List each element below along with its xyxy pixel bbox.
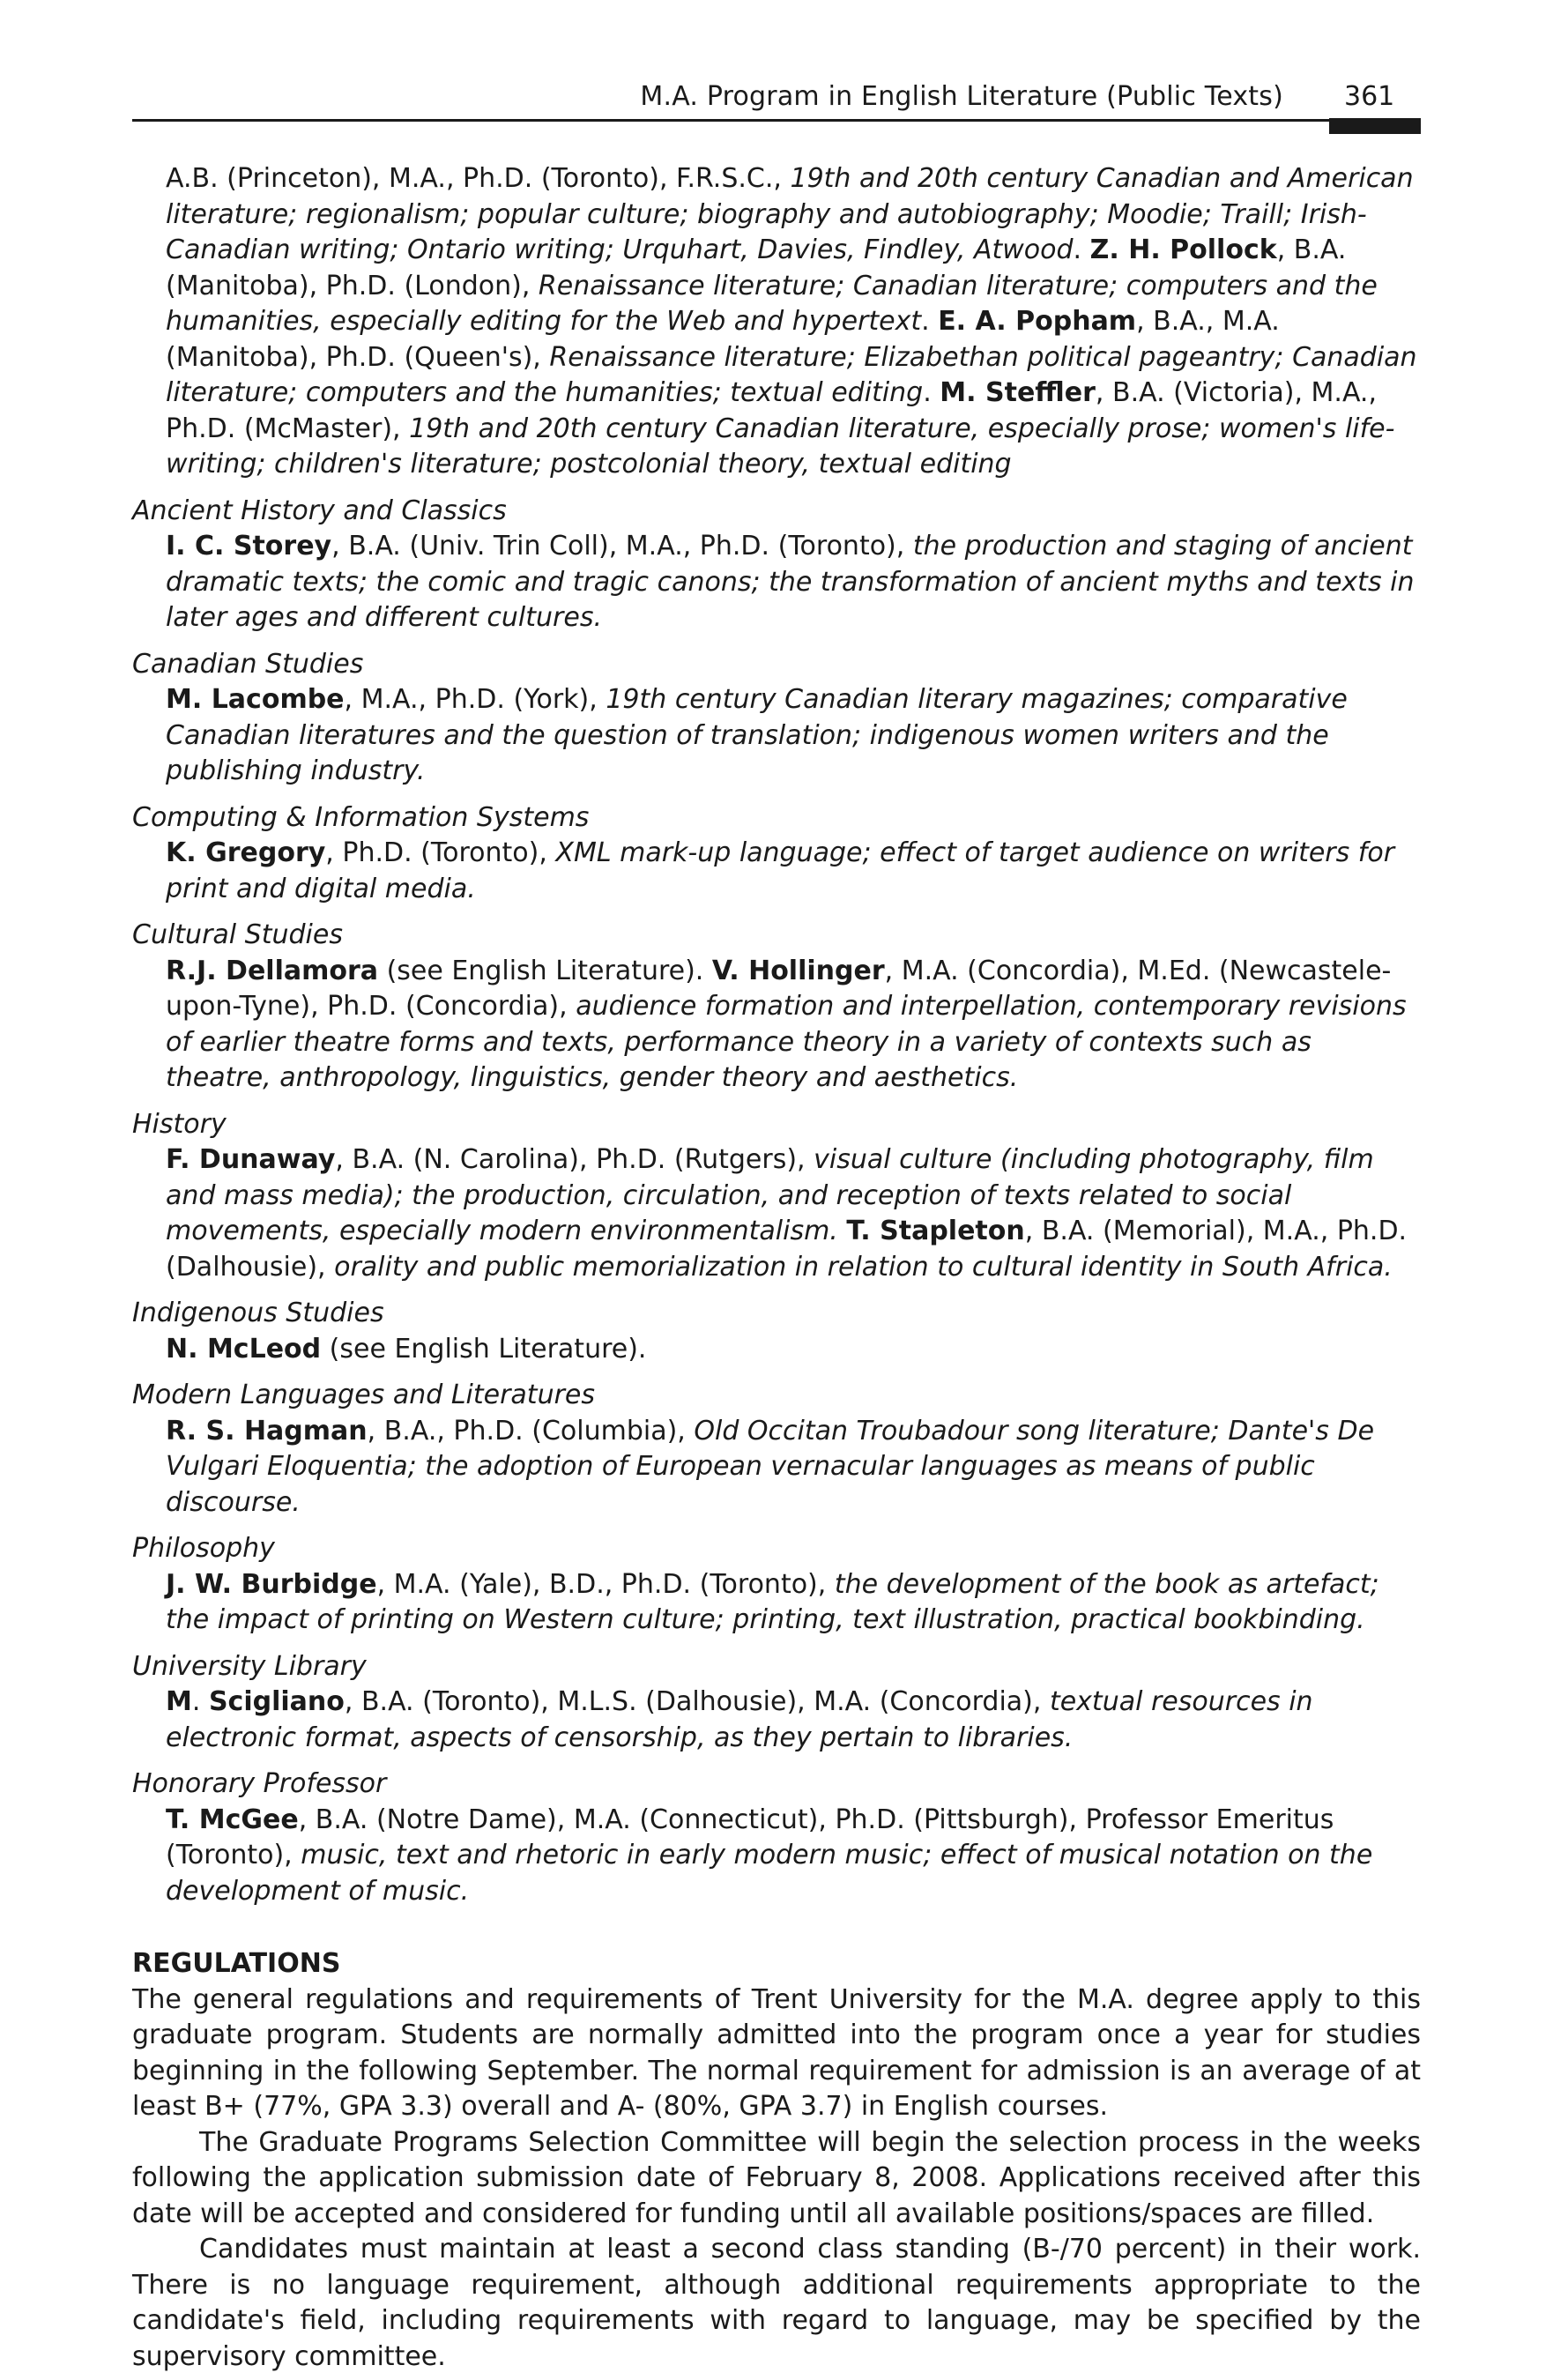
degrees-text: , B.A., Ph.D. (Columbia), [367,1415,695,1447]
section-heading-indigenous-studies: Indigenous Studies [132,1298,384,1328]
degrees-text: , M.A. (Concordia), M.Ed. (Newcastele-upon-Tyne), Ph.D. (Concordia), [166,955,1392,1022]
faculty-name: R.J. Dellamora [166,955,379,986]
research-interests: 19th and 20th century Canadian literature, especially prose; women's life-writing; children's literature; postcolonial theory, textual editing [166,413,1395,480]
faculty-continuation [132,161,1421,483]
faculty-name: J. W. Burbidge [166,1568,377,1600]
degrees-text: , Ph.D. (Toronto), [325,837,556,868]
degrees-text: , B.A. (N. Carolina), Ph.D. (Rutgers), [335,1144,814,1175]
degrees-text: , B.A., M.A. (Manitoba), Ph.D. (Queen's), [166,306,1280,373]
faculty-name: Z. H. Pollock [1089,234,1277,265]
research-interests: audience formation and interpellation, contemporary revisions of earlier theatre forms and texts, performance theory in a variety of contexts such as theatre, anthropology, linguistics, gender theory and aesthetics. [166,991,1407,1093]
degrees-text: , B.A. (Univ. Trin Coll), M.A., Ph.D. (Toronto), [331,531,913,562]
page-number: 361 [1344,81,1395,112]
separator-text: . [1073,234,1090,265]
faculty-entry-burbidge [132,1567,1421,1639]
header-block-marker [1329,118,1421,134]
research-interests: XML mark-up language; effect of target audience on writers for print and digital media. [166,837,1395,904]
research-interests: Renaissance literature; Canadian literature; computers and the humanities, especially editing for the Web and hypertext [166,270,1378,337]
faculty-entry-mcgee [132,1803,1421,1910]
faculty-name: Scigliano [208,1686,345,1717]
faculty-name: M. Lacombe [166,684,345,715]
section-heading-cultural-studies: Cultural Studies [132,919,343,950]
separator-text: . [921,306,939,337]
degrees-text: , B.A. (Toronto), M.L.S. (Dalhousie), M.A. (Concordia), [344,1686,1050,1717]
research-interests: Renaissance literature; Elizabethan political pageantry; Canadian literature; computers and the humanities; textual editing [166,341,1417,408]
research-interests: visual culture (including photography, film and mass media); the production, circulation, and reception of texts related to social movements, especially modern environmentalism. [166,1144,1374,1246]
faculty-name: F. Dunaway [166,1144,336,1175]
regulations-paragraph: The general regulations and requirements of Trent University for the M.A. degree apply to this graduate program. Students are normally admitted into the program once a year for studies beginning in the following September. The normal requirement for admission is an average of at least B+ (77%, GPA 3.3) overall and A- (80%, GPA 3.7) in English courses. [132,1983,1421,2122]
degrees-text: , M.A., Ph.D. (York), [344,684,606,715]
degrees-text: , B.A. (Victoria), M.A., Ph.D. (McMaster), [166,377,1378,444]
research-interests: the production and staging of ancient dramatic texts; the comic and tragic canons; the transformation of ancient myths and texts in later ages and different cultures. [166,531,1415,633]
faculty-name: T. Stapleton [846,1216,1025,1246]
running-header-title: M.A. Program in English Literature (Public Texts) [640,81,1283,112]
faculty-name: R. S. Hagman [166,1415,368,1447]
faculty-entry-gregory [132,836,1421,907]
faculty-entry-hagman [132,1414,1421,1521]
page-body [132,161,1421,2375]
degrees-text: A.B. (Princeton), M.A., Ph.D. (Toronto), F.R.S.C., [166,163,791,194]
header-rule [132,119,1421,122]
regulations-paragraph: Candidates must maintain at least a second class standing (B-/70 percent) in their work. There is no language requirement, although additional requirements appropriate to the candidate's field, including requirements with regard to language, may be specified by the supervisory committee. [132,2234,1421,2372]
regulations-paragraph: The Graduate Programs Selection Committee will begin the selection process in the weeks following the application submission date of February 8, 2008. Applications received after this date will be accepted and considered for funding until all available positions/spaces are filled. [132,2126,1421,2229]
faculty-entry-lacombe [132,682,1421,790]
section-heading-canadian-studies: Canadian Studies [132,648,364,680]
faculty-name: E. A. Popham [938,306,1137,337]
section-heading-history: History [132,1108,227,1140]
faculty-name: T. McGee [166,1804,299,1835]
section-heading-computing: Computing & Information Systems [132,801,590,833]
faculty-name: M. Steffler [940,377,1096,408]
degrees-text: (see English Literature). [321,1333,647,1365]
faculty-name: V. Hollinger [711,955,885,986]
faculty-name: K. Gregory [166,837,326,868]
research-interests: Old Occitan Troubadour song literature; Dante's De Vulgari Eloquentia; the adoption of European vernacular languages as means of public discourse. [166,1415,1375,1518]
research-interests: music, text and rhetoric in early modern music; effect of musical notation on the development of music. [166,1840,1373,1907]
faculty-name: I. C. Storey [166,531,332,562]
section-heading-university-library: University Library [132,1650,367,1682]
section-heading-ancient-history: Ancient History and Classics [132,495,507,526]
degrees-text: , B.A. (Manitoba), Ph.D. (London), [166,234,1347,301]
research-interests: 19th century Canadian literary magazines; comparative Canadian literatures and the question of translation; indigenous women writers and the publishing industry. [166,684,1348,786]
faculty-name: M [166,1686,192,1717]
separator-text: . [923,377,940,408]
section-heading-philosophy: Philosophy [132,1533,275,1564]
separator-text: . [191,1686,209,1717]
research-interests: textual resources in electronic format, aspects of censorship, as they pertain to libraries. [166,1686,1313,1753]
degrees-text: , B.A. (Notre Dame), M.A. (Connecticut), Ph.D. (Pittsburgh), Professor Emeritus (Toronto), [166,1804,1334,1871]
faculty-entry-scigliano [132,1685,1421,1756]
faculty-entry-dunaway [132,1142,1421,1285]
degrees-text: , B.A. (Memorial), M.A., Ph.D. (Dalhousie), [166,1216,1408,1283]
regulations-heading: REGULATIONS [132,1948,341,1979]
section-heading-honorary-professor: Honorary Professor [132,1768,387,1799]
degrees-text: , M.A. (Yale), B.D., Ph.D. (Toronto), [376,1568,835,1600]
separator-text [838,1216,847,1246]
faculty-entry-storey [132,529,1421,636]
faculty-name: N. McLeod [166,1333,322,1365]
faculty-entry-mcleod [132,1332,1421,1368]
research-interests: 19th and 20th century Canadian and American literature; regionalism; popular culture; biography and autobiography; Moodie; Traill; Irish-Canadian writing; Ontario writing; Urquhart, Davies, Findley, Atwood [166,163,1414,265]
section-heading-modern-languages: Modern Languages and Literatures [132,1380,595,1410]
research-interests: the development of the book as artefact; the impact of printing on Western culture; printing, text illustration, practical bookbinding. [166,1568,1379,1635]
faculty-entry-hollinger [132,954,1421,1097]
degrees-text: (see English Literature). [378,955,712,986]
research-interests: orality and public memorialization in relation to cultural identity in South Africa. [334,1251,1393,1283]
